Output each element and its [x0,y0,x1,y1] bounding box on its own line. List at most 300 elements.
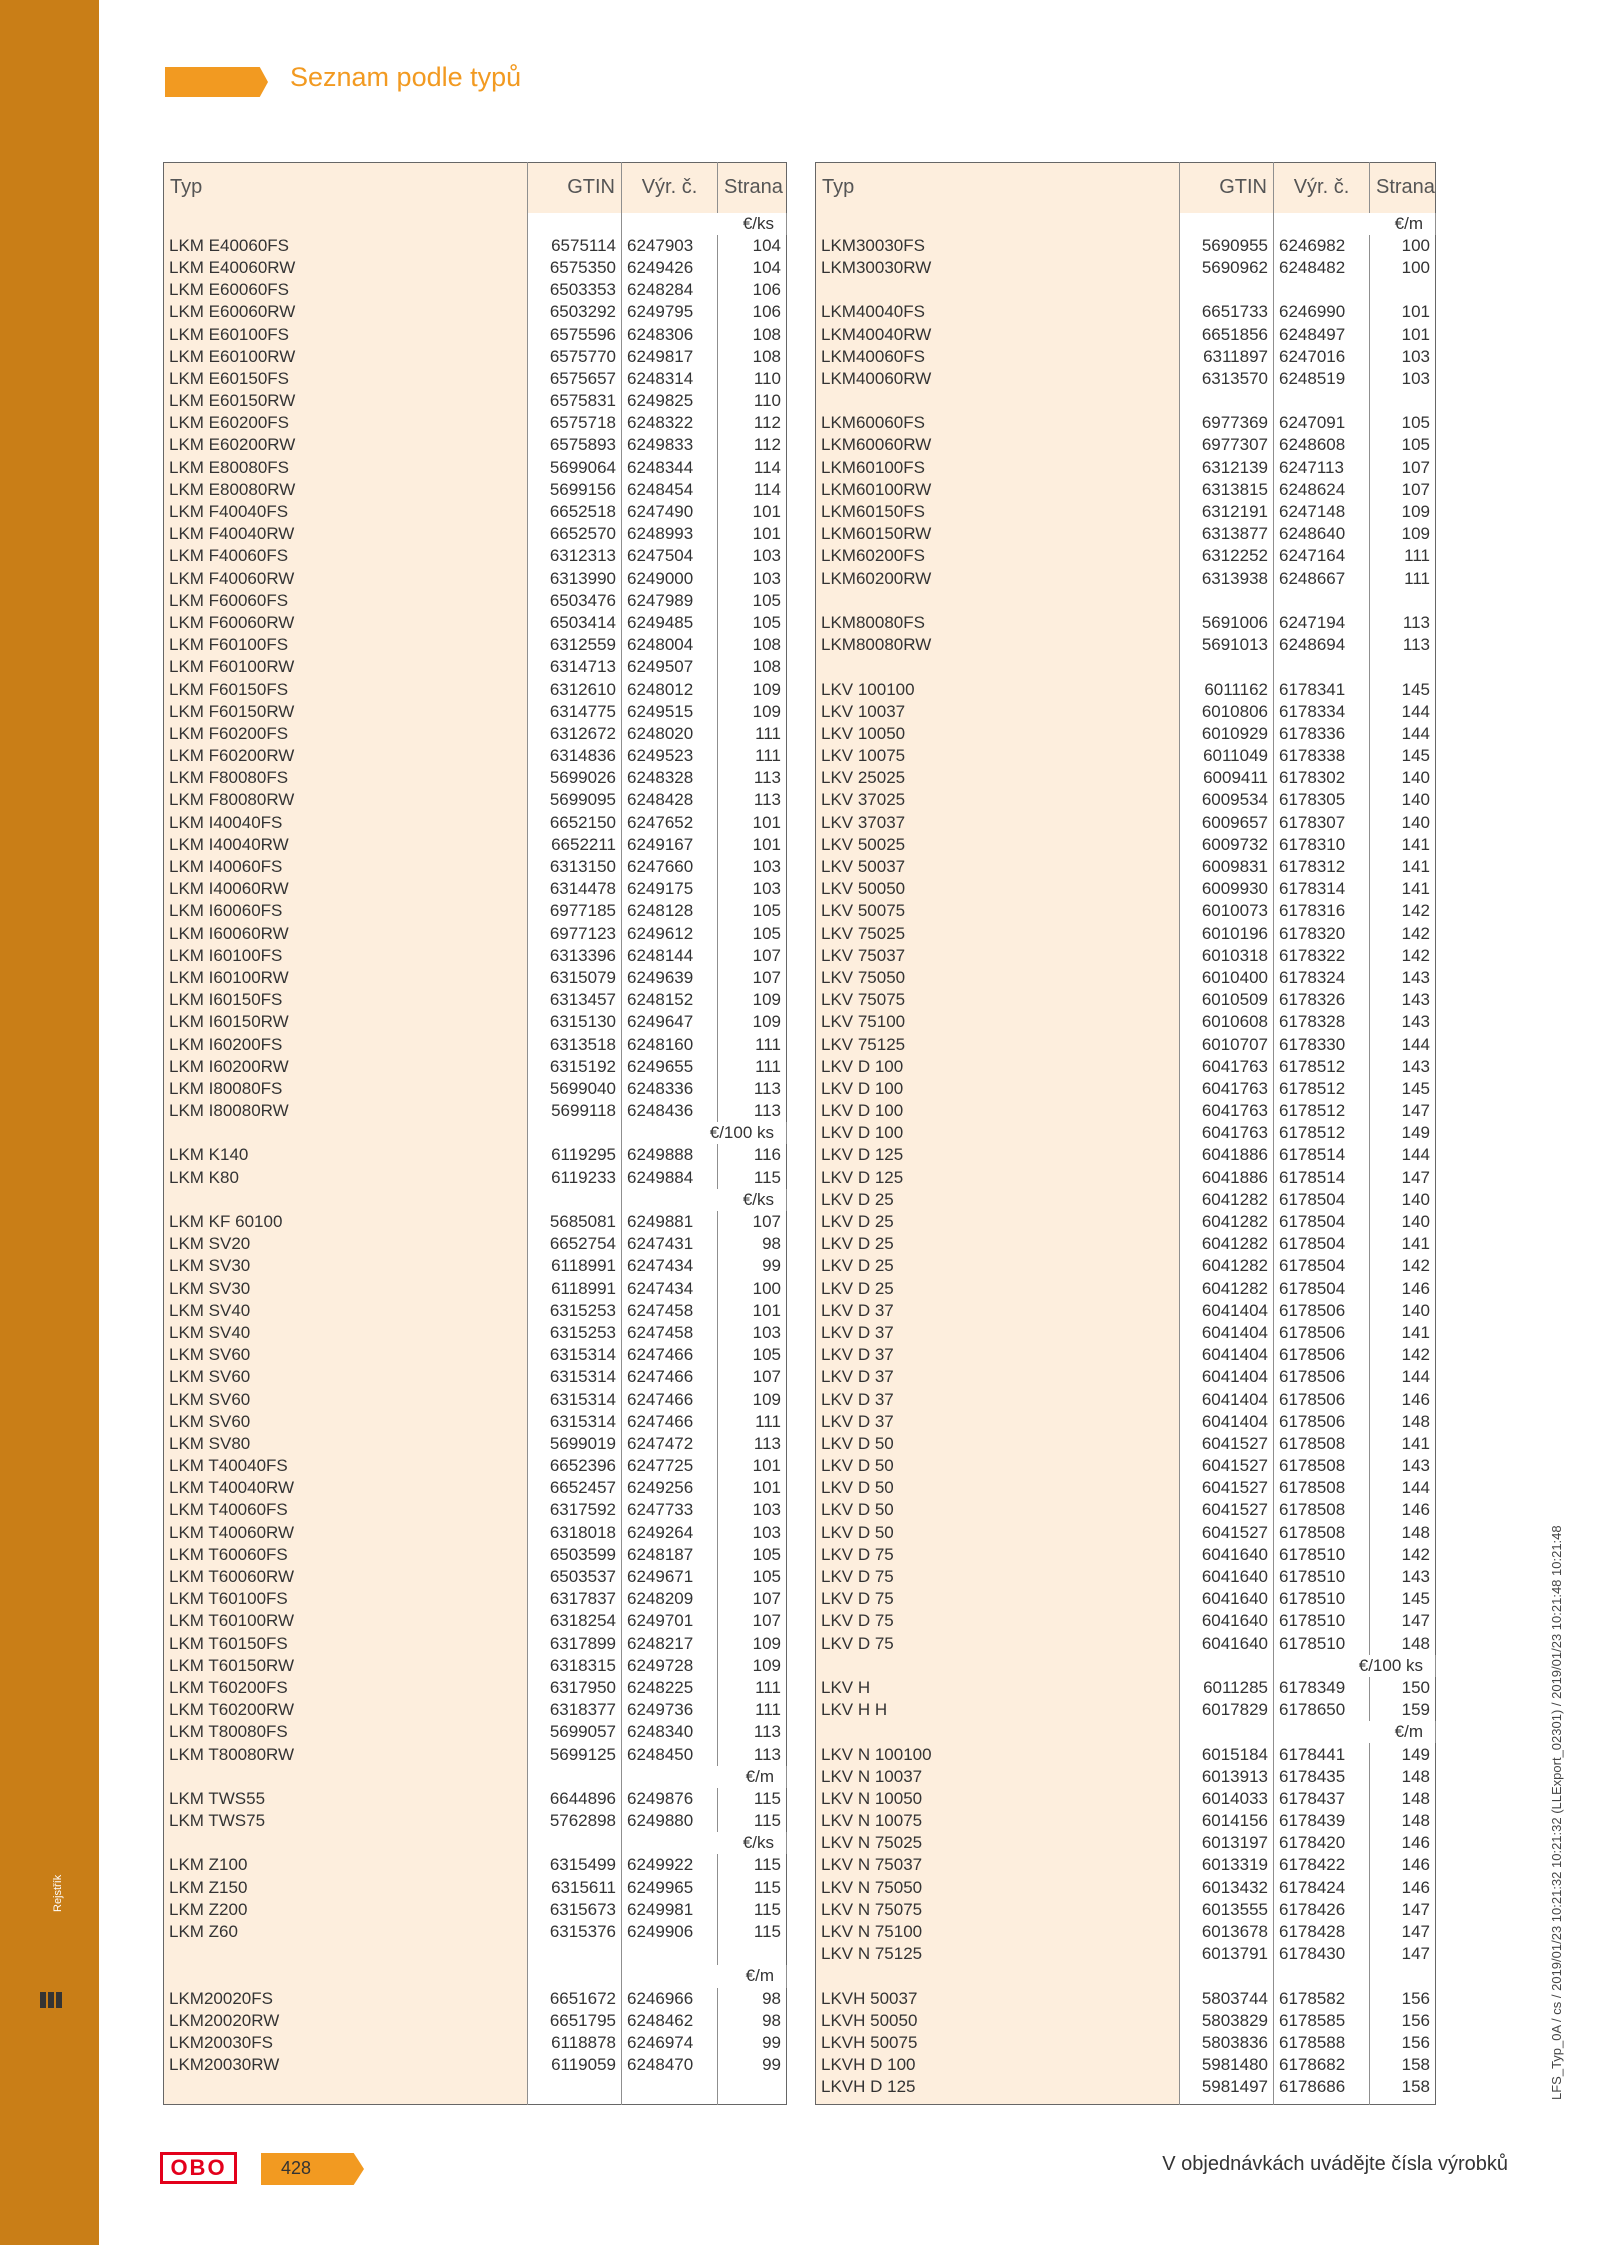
article-number-cell: 6178305 [1274,789,1370,811]
article-number-cell: 6178506 [1274,1300,1370,1322]
article-number-cell: 6249264 [622,1522,718,1544]
table-row [164,568,787,590]
article-number-cell: 6248306 [622,323,718,345]
type-cell: LKVH D 125 [816,2076,1180,2098]
gtin-cell: 6315130 [528,1011,622,1033]
type-cell: LKM F60100FS [164,634,528,656]
table-row [816,2032,1436,2054]
article-number-cell: 6248436 [622,1100,718,1122]
type-cell: LKV D 37 [816,1344,1180,1366]
type-cell: LKM40040RW [816,323,1180,345]
table-row [816,1832,1436,1854]
table-row [816,434,1436,456]
gtin-cell: 5699057 [528,1721,622,1743]
gtin-cell: 6977307 [1180,434,1274,456]
type-list-table-right [815,162,1436,2105]
article-number-cell: 6249880 [622,1810,718,1832]
page-cell: 101 [752,834,781,854]
unit-row [164,1766,787,1788]
gtin-cell: 6118991 [528,1278,622,1300]
type-cell [816,1655,1180,1677]
gtin-cell: 5699118 [528,1100,622,1122]
gtin-cell: 6503599 [528,1544,622,1566]
article-number-cell: 6247652 [622,812,718,834]
article-number-cell: 6178430 [1274,1943,1370,1965]
gtin-cell: 6314478 [528,878,622,900]
gtin-cell: 6313990 [528,568,622,590]
article-number-cell: 6247458 [622,1300,718,1322]
gtin-cell: 6013197 [1180,1832,1274,1854]
table-row [816,789,1436,811]
blank-row [816,390,1436,412]
article-number-cell: 6178508 [1274,1477,1370,1499]
article-number-cell: 6249728 [622,1655,718,1677]
type-cell: LKV 50025 [816,834,1180,856]
grid-icon [40,1992,62,2008]
gtin-cell: 6503292 [528,301,622,323]
table-row [164,279,787,301]
article-number-cell: 6178322 [1274,945,1370,967]
gtin-cell: 6119059 [528,2054,622,2076]
table-row [164,457,787,479]
type-cell: LKM E60150FS [164,368,528,390]
type-cell: LKV D 75 [816,1566,1180,1588]
page-cell: 113 [1402,612,1430,632]
page-cell [1370,279,1436,301]
unit-row [816,1721,1436,1743]
gtin-cell: 6313396 [528,945,622,967]
type-cell: LKV D 25 [816,1278,1180,1300]
article-number-cell: 6249825 [622,390,718,412]
gtin-cell: 5803836 [1180,2032,1274,2054]
table-row [164,1544,787,1566]
page-cell: 111 [755,1034,781,1054]
table-row [816,1899,1436,1921]
page-cell: 103 [752,879,781,899]
gtin-cell: 6011049 [1180,745,1274,767]
table-row [816,479,1436,501]
page-cell: 111 [755,1056,781,1076]
page-cell: 109 [752,701,781,721]
page-cell: 109 [1401,502,1430,522]
table-row [164,1721,787,1743]
gtin-cell: 6119233 [528,1167,622,1189]
type-cell: LKV N 10050 [816,1788,1180,1810]
page-cell: 113 [753,1722,781,1742]
article-number-cell: 6178650 [1274,1699,1370,1721]
type-cell [164,1766,528,1788]
page-cell: 148 [1401,1766,1430,1786]
gtin-cell: 6312672 [528,723,622,745]
article-number-cell: 6178437 [1274,1788,1370,1810]
type-cell: LKM F40040FS [164,501,528,523]
page-cell: 145 [1401,679,1430,699]
article-number-cell: 6249795 [622,301,718,323]
table-row [816,1278,1436,1300]
table-row [816,812,1436,834]
gtin-cell: 6652754 [528,1233,622,1255]
unit-row [816,1655,1436,1677]
price-unit-label: €/100 ks [622,1122,787,1144]
price-unit-label: €/ks [622,1189,787,1211]
type-cell: LKM F60100RW [164,656,528,678]
page-cell: 110 [753,391,781,411]
type-cell: LKV D 25 [816,1211,1180,1233]
table-row [164,257,787,279]
page-cell: 111 [755,1677,781,1697]
gtin-cell: 6009831 [1180,856,1274,878]
gtin-cell: 6318315 [528,1655,622,1677]
table-row [816,1255,1436,1277]
type-cell: LKM60150FS [816,501,1180,523]
article-number-cell: 6178420 [1274,1832,1370,1854]
gtin-cell: 6041527 [1180,1433,1274,1455]
type-cell: LKM I40060FS [164,856,528,878]
article-number-cell: 6178426 [1274,1899,1370,1921]
article-number-cell: 6246974 [622,2032,718,2054]
article-number-cell: 6248144 [622,945,718,967]
table-row [164,812,787,834]
type-cell: LKV D 100 [816,1100,1180,1122]
page-cell: 111 [1404,568,1430,588]
type-cell: LKV D 50 [816,1522,1180,1544]
gtin-cell: 6312139 [1180,457,1274,479]
type-cell: LKV 75050 [816,967,1180,989]
article-number-cell: 6178514 [1274,1144,1370,1166]
table-row [164,945,787,967]
filler-cell [718,2076,787,2104]
page-cell: 143 [1401,1056,1430,1076]
blank-row [816,656,1436,678]
gtin-cell: 6009657 [1180,812,1274,834]
gtin-cell: 5699125 [528,1743,622,1765]
page-cell [1370,390,1436,412]
unit-row [816,213,1436,235]
type-cell: LKM I60150RW [164,1011,528,1033]
gtin-cell: 6315192 [528,1056,622,1078]
filler-cell [528,2076,622,2104]
price-unit-label: €/m [622,1965,787,1987]
page-cell: 108 [752,346,781,366]
page-cell: 141 [1401,857,1430,877]
filler-cell [1370,2098,1436,2104]
table-row [816,2054,1436,2076]
article-number-cell: 6248428 [622,789,718,811]
type-cell: LKM80080FS [816,612,1180,634]
page-cell: 105 [752,612,781,632]
type-cell [164,213,528,235]
filler-cell [1180,2098,1274,2104]
page-cell: 148 [1401,1633,1430,1653]
article-number-cell: 6248128 [622,900,718,922]
table-row [164,1522,787,1544]
page-cell: 113 [753,1744,781,1764]
article-number-cell: 6178302 [1274,767,1370,789]
article-number-cell: 6178307 [1274,812,1370,834]
article-number-cell: 6178310 [1274,834,1370,856]
gtin-cell: 6010929 [1180,723,1274,745]
type-cell [816,1965,1180,1987]
type-cell: LKM SV40 [164,1322,528,1344]
gtin-cell: 6312252 [1180,545,1274,567]
article-number-cell: 6248462 [622,2010,718,2032]
page-cell: 144 [1401,1145,1430,1165]
article-number-cell: 6178504 [1274,1255,1370,1277]
page-cell: 145 [1401,1078,1430,1098]
gtin-cell: 6503476 [528,590,622,612]
article-number-cell: 6249833 [622,434,718,456]
page-title: Seznam podle typů [290,62,522,92]
table-row [816,678,1436,700]
article-number-cell: 6248225 [622,1677,718,1699]
table-row [816,1566,1436,1588]
article-number-cell: 6178512 [1274,1078,1370,1100]
type-cell: LKV D 25 [816,1233,1180,1255]
gtin-cell: 6977123 [528,923,622,945]
article-number-cell: 6247016 [1274,346,1370,368]
type-cell: LKM E60150RW [164,390,528,412]
type-cell: LKV 25025 [816,767,1180,789]
table-row [164,878,787,900]
type-cell: LKM F80080FS [164,767,528,789]
type-cell: LKM T40060RW [164,1522,528,1544]
table-row [816,1766,1436,1788]
gtin-cell: 6041886 [1180,1167,1274,1189]
type-cell: LKM20020FS [164,1988,528,2010]
type-cell: LKM E80080FS [164,457,528,479]
table-row [164,1854,787,1876]
page-cell: 112 [753,435,781,455]
gtin-cell: 6575350 [528,257,622,279]
gtin-cell: 6013791 [1180,1943,1274,1965]
page-cell: 140 [1401,1212,1430,1232]
page-cell: 106 [752,280,781,300]
gtin-cell: 6977185 [528,900,622,922]
gtin-cell: 6318254 [528,1610,622,1632]
gtin-cell: 6315314 [528,1344,622,1366]
table-row [816,945,1436,967]
article-number-cell: 6248340 [622,1721,718,1743]
page-cell: 98 [762,1988,781,2008]
gtin-cell: 6652570 [528,523,622,545]
table-row [816,1100,1436,1122]
type-cell: LKM60200RW [816,568,1180,590]
table-row [164,1167,787,1189]
page-cell: 147 [1401,1611,1430,1631]
page-cell: 145 [1401,1589,1430,1609]
type-cell [816,590,1180,612]
page-cell: 146 [1401,1278,1430,1298]
table-row [816,1455,1436,1477]
page-cell: 149 [1401,1123,1430,1143]
type-cell: LKM I60200FS [164,1033,528,1055]
gtin-cell: 6315253 [528,1322,622,1344]
page-cell: 100 [1401,235,1430,255]
type-cell: LKV D 50 [816,1477,1180,1499]
gtin-cell: 5699040 [528,1078,622,1100]
type-cell: LKM Z150 [164,1877,528,1899]
type-cell: LKM E80080RW [164,479,528,501]
table-row [164,1877,787,1899]
type-cell: LKV N 75075 [816,1899,1180,1921]
page-cell: 113 [753,1078,781,1098]
type-cell: LKV 50075 [816,900,1180,922]
table-body-right [816,213,1436,2105]
page-cell: 158 [1401,2077,1430,2097]
page-cell: 156 [1401,2010,1430,2030]
page-cell [718,1943,787,1965]
type-cell: LKM TWS55 [164,1788,528,1810]
filler-cell [816,2098,1180,2104]
gtin-cell: 6652150 [528,812,622,834]
page-cell: 105 [752,923,781,943]
table-row [816,1677,1436,1699]
article-number-cell: 6178326 [1274,989,1370,1011]
table-row [164,856,787,878]
article-number-cell: 6178320 [1274,923,1370,945]
gtin-cell: 6315253 [528,1300,622,1322]
type-cell: LKV N 75100 [816,1921,1180,1943]
unit-row [164,1832,787,1854]
header-accent-tab [165,67,268,97]
article-number-cell: 6248336 [622,1078,718,1100]
type-cell: LKM60100FS [816,457,1180,479]
table-row [164,767,787,789]
table-row [816,323,1436,345]
page-cell: 105 [752,1544,781,1564]
gtin-cell: 6315499 [528,1854,622,1876]
table-row [164,479,787,501]
price-unit-label: €/m [1274,1721,1436,1743]
article-number-cell: 6247472 [622,1433,718,1455]
table-row [164,1344,787,1366]
table-header-row [164,163,787,213]
table-row [816,723,1436,745]
type-cell: LKV 50037 [816,856,1180,878]
blank-row [164,1943,787,1965]
page-cell: 115 [753,1167,781,1187]
table-row [816,634,1436,656]
article-number-cell: 6247091 [1274,412,1370,434]
article-number-cell: 6178508 [1274,1499,1370,1521]
price-unit-label: €/m [622,1766,787,1788]
page-cell: 115 [753,1899,781,1919]
article-number-cell: 6178504 [1274,1278,1370,1300]
table-row [816,1189,1436,1211]
table-row [164,678,787,700]
type-cell [816,279,1180,301]
page-cell: 148 [1401,1411,1430,1431]
article-number-cell: 6178504 [1274,1233,1370,1255]
page-cell: 141 [1401,1322,1430,1342]
export-metadata: LFS_Typ_0A / cs / 2019/01/23 10:21:32 10:21:32 (LLExport_02301) / 2019/01/23 10:21:48 10:21:48 [1549,1525,1564,2100]
gtin-cell: 6118991 [528,1255,622,1277]
type-cell: LKM SV20 [164,1233,528,1255]
price-unit-label: €/ks [622,213,787,235]
price-unit-label: €/m [1274,213,1436,235]
page-cell: 101 [752,812,781,832]
page-cell: 115 [753,1855,781,1875]
article-number-cell: 6178510 [1274,1566,1370,1588]
gtin-cell: 6010806 [1180,701,1274,723]
article-number-cell: 6178336 [1274,723,1370,745]
type-cell: LKM Z100 [164,1854,528,1876]
article-number-cell: 6249256 [622,1477,718,1499]
table-row [164,1211,787,1233]
footer-note: V objednávkách uvádějte čísla výrobků [1162,2153,1508,2175]
type-cell: LKV 75075 [816,989,1180,1011]
gtin-cell: 6041282 [1180,1278,1274,1300]
table-row [816,878,1436,900]
gtin-cell: 6009732 [1180,834,1274,856]
gtin-cell: 6644896 [528,1788,622,1810]
blank-row [816,279,1436,301]
gtin-cell: 5685081 [528,1211,622,1233]
gtin-cell: 6041640 [1180,1610,1274,1632]
table-row [164,2010,787,2032]
gtin-cell: 6041527 [1180,1522,1274,1544]
table-row [164,1633,787,1655]
article-number-cell: 6249612 [622,923,718,945]
table-row [816,1522,1436,1544]
article-number-cell: 6178512 [1274,1122,1370,1144]
page-cell: 105 [752,901,781,921]
table-row [816,368,1436,390]
gtin-cell: 6575114 [528,235,622,257]
page-cell: 109 [752,1655,781,1675]
page-cell: 104 [752,235,781,255]
article-number-cell: 6249523 [622,745,718,767]
type-cell: LKV D 75 [816,1544,1180,1566]
table-row [816,834,1436,856]
article-number-cell: 6178435 [1274,1766,1370,1788]
gtin-cell: 6041640 [1180,1566,1274,1588]
table-row [816,346,1436,368]
page-cell: 101 [1401,324,1430,344]
article-number-cell: 6247194 [1274,612,1370,634]
page-cell: 144 [1401,1478,1430,1498]
gtin-cell: 6017829 [1180,1699,1274,1721]
page-cell: 115 [753,1922,781,1942]
type-cell: LKM E60100FS [164,323,528,345]
gtin-cell: 6317899 [528,1633,622,1655]
page-cell: 146 [1401,1833,1430,1853]
article-number-cell: 6249881 [622,1211,718,1233]
gtin-cell [1180,1721,1274,1743]
type-cell: LKM E60100RW [164,346,528,368]
table-row [816,235,1436,257]
gtin-cell: 6315314 [528,1411,622,1433]
article-number-cell: 6249701 [622,1610,718,1632]
article-number-cell: 6247431 [622,1233,718,1255]
article-number-cell: 6248314 [622,368,718,390]
page-cell: 105 [752,1345,781,1365]
article-number-cell: 6248322 [622,412,718,434]
gtin-cell [1180,279,1274,301]
table-row [816,1477,1436,1499]
table-row [164,745,787,767]
gtin-cell: 6041527 [1180,1499,1274,1521]
table-row [164,1033,787,1055]
type-cell: LKV D 37 [816,1322,1180,1344]
type-cell: LKM T60100FS [164,1588,528,1610]
type-cell: LKV D 50 [816,1433,1180,1455]
table-row [816,1011,1436,1033]
article-number-cell: 6178422 [1274,1854,1370,1876]
table-row [164,1278,787,1300]
article-number-cell: 6178514 [1274,1167,1370,1189]
type-cell [164,1832,528,1854]
